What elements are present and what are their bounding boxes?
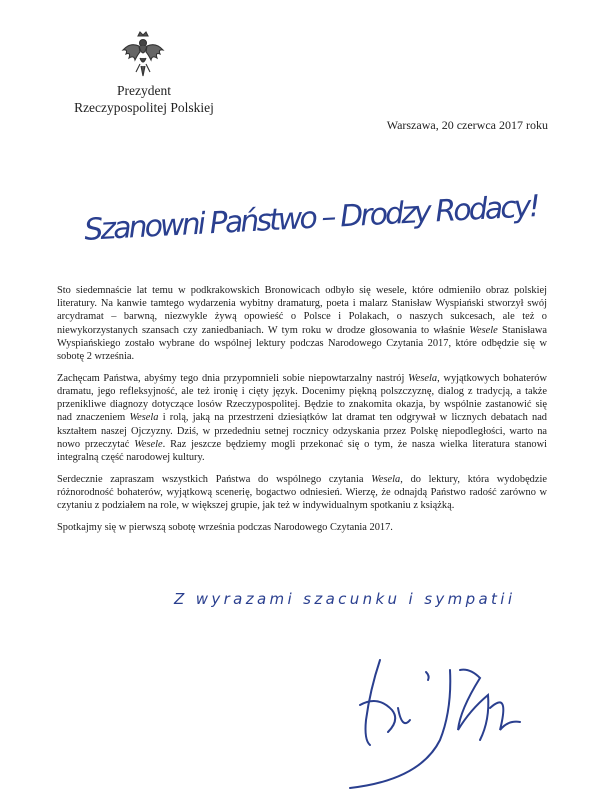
letter-body [57, 284, 547, 542]
letterhead-title: Prezydent [117, 83, 171, 98]
body-paragraph [57, 473, 547, 513]
paragraph-text: Serdecznie zapraszam wszystkich Państwa do wspólnego czytania [57, 473, 372, 485]
letterhead [56, 82, 232, 116]
paragraph-text: , wyjątkowych bohaterów dramatu, jego refleksyjność, ale też ironię i cięty język. Docenimy piękną polszczyznę, dialog z tradycją, a także przenikliwe diagnozy dotyczące losów Rzeczypospolitej. Będzie to znakomita okazja, by wspólnie zastanowić się nad znaczeniem [57, 372, 547, 424]
paragraph-text: i rolą, jaką na przestrzeni dziesiątków lat dramat ten odgrywał w licznych debatach nad kształtem naszej Ojczyzny. Dziś, w przededniu setnej rocznicy odzyskania przez Polskę niepodległości, warto na nowo przeczytać [57, 412, 547, 450]
paragraph-text: Sto siedemnaście lat temu w podkrakowskich Bronowicach odbyło się wesele, które odmieniło obraz polskiej literatury. Na kanwie tamtego wydarzenia wybitny dramaturg, poeta i malarz Stanisław Wyspiański stworzył swój arcydramat – barwną, niezwykle żywą opowieść o Polsce i Polakach, o naszych sukcesach, ale też o niewykorzystanych szansach czy zaniedbaniach. W tym roku w drodze głosowania to właśnie [57, 285, 547, 336]
eagle-emblem-icon [120, 30, 166, 78]
letter-date: Warszawa, 20 czerwca 2017 roku [386, 118, 548, 132]
paragraph-text: , do lektury, która wydobędzie różnorodność bohaterów, wyjątkową scenerię, bogactwo odniesień. Wierzę, że odnajdą Państwo radość zarówno w czytaniu z podziałem na role, w większej grupie, jak też w indywidualnym spotkaniu z książką. [57, 473, 547, 512]
handwritten-signature [340, 650, 560, 790]
title-reference: Wesele [469, 324, 498, 336]
title-reference: Wesela [408, 372, 438, 384]
body-paragraph [57, 284, 547, 363]
paragraph-text: Stanisława Wyspiańskiego zostało wybrane do wspólnej lektury podczas Narodowego Czytania 2017, które odbędzie się w sobotę 2 września. [57, 324, 547, 363]
title-reference: Wesela [371, 473, 401, 485]
title-reference: Wesele [134, 438, 163, 450]
paragraph-text: Spotkajmy się w pierwszą sobotę września podczas Narodowego Czytania 2017. [57, 521, 393, 533]
letterhead-office: Rzeczypospolitej Polskiej [74, 100, 214, 115]
paragraph-text: . Raz jeszcze będziemy mogli przekonać się o tym, że nasza wielka literatura stanowi integralną część narodowej kultury. [57, 438, 547, 463]
handwritten-closing [170, 570, 530, 620]
body-paragraph [57, 521, 547, 534]
handwritten-greeting [80, 180, 550, 250]
paragraph-text: Zachęcam Państwa, abyśmy tego dnia przypomnieli sobie niepowtarzalny nastrój [57, 372, 409, 384]
closing-text: Z wyrazami szacunku i sympatii [174, 590, 514, 608]
body-paragraph [57, 372, 547, 464]
title-reference: Wesela [129, 412, 159, 424]
greeting-text: Szanowni Państwo – Drodzy Rodacy! [83, 188, 545, 248]
